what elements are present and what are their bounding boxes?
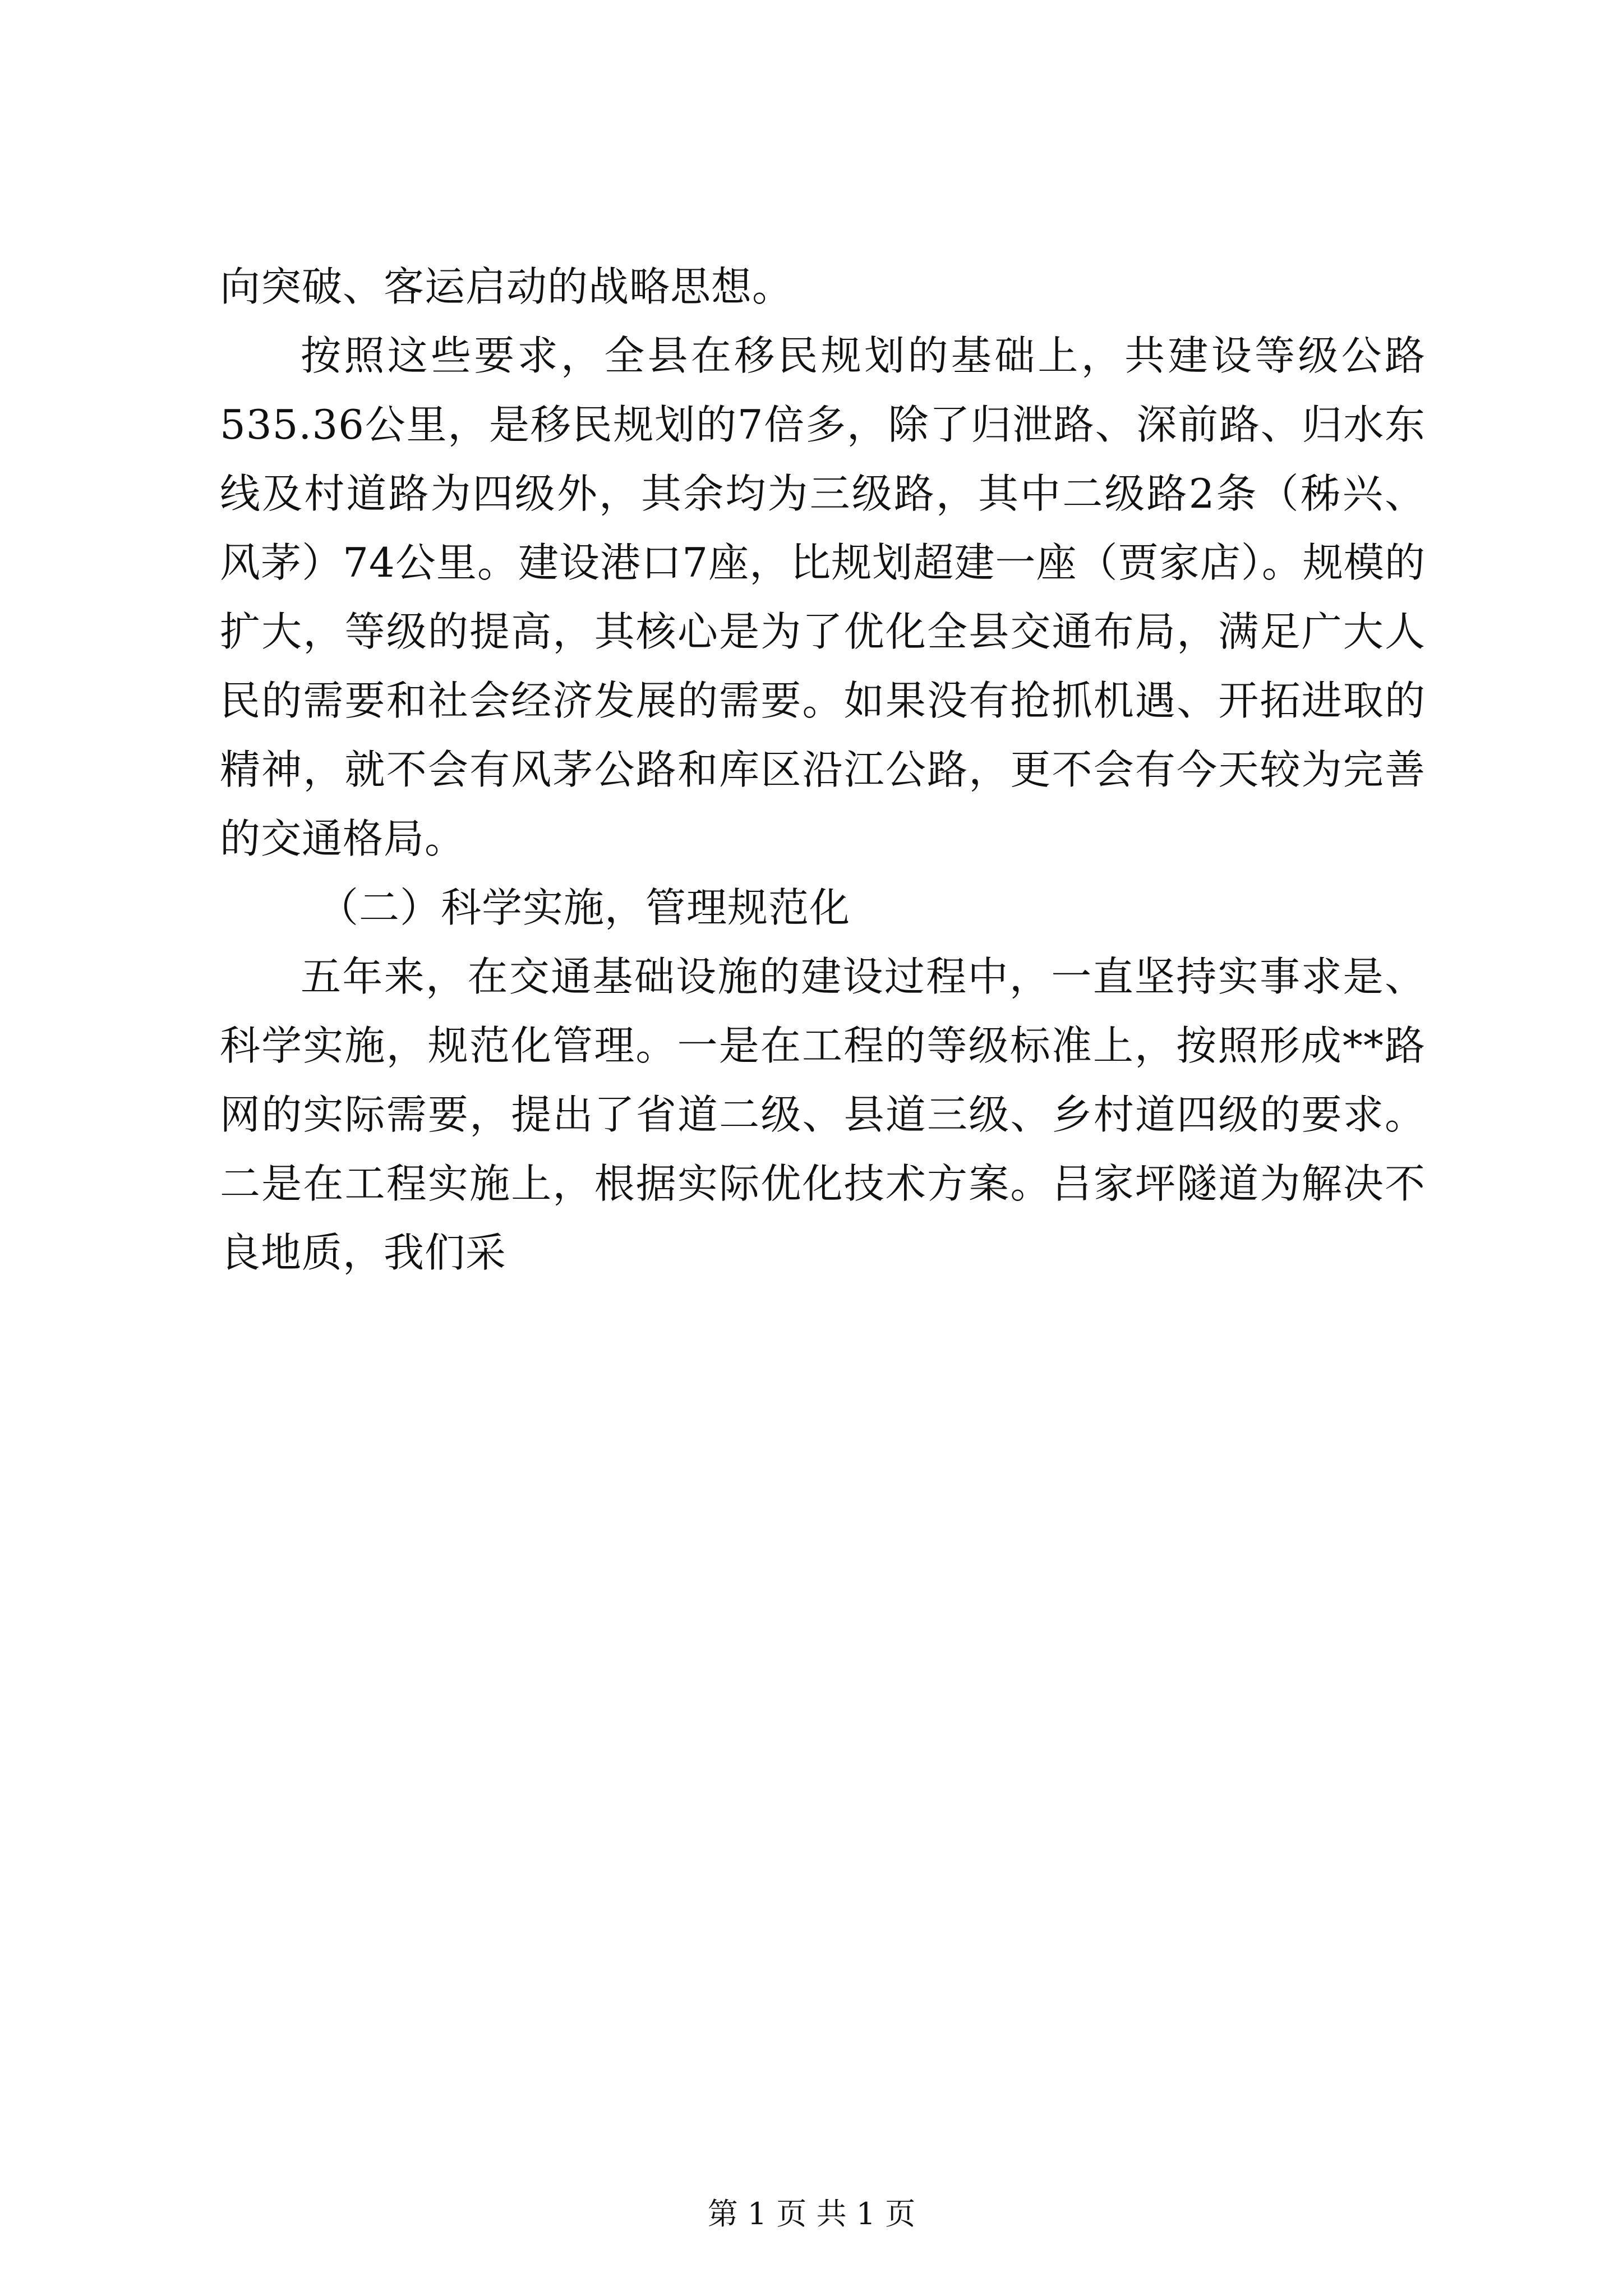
paragraph-construction-summary: 按照这些要求，全县在移民规划的基础上，共建设等级公路535.36公里，是移民规划的7倍多，除了归泄路、深前路、归水东线及村道路为四级外，其余均为三级路，其中二级路2条（秭兴、风茅）74公里。建设港口7座，比规划超建一座（贾家店）。规模的扩大，等级的提高，其核心是为了优化全县交通布局，满足广大人民的需要和社会经济发展的需要。如果没有抢抓机遇、开拓进取的精神，就不会有风茅公路和库区沿江公路，更不会有今天较为完善的交通格局。: [220, 332, 1426, 862]
paragraph-continuation: 向突破、客运启动的战略思想。: [220, 263, 794, 310]
page-footer: 第 1 页 共 1 页: [707, 2196, 916, 2231]
paragraph-scientific-implementation: 五年来，在交通基础设施的建设过程中，一直坚持实事求是、科学实施，规范化管理。一是在工程的等级标准上，按照形成**路网的实际需要，提出了省道二级、县道三级、乡村道四级的要求。二是在工程实施上，根据实际优化技术方案。吕家坪隧道为解决不良地质，我们采: [220, 953, 1426, 1276]
document-body: [220, 252, 1426, 1287]
section-heading: （二）科学实施，管理规范化: [318, 884, 851, 931]
